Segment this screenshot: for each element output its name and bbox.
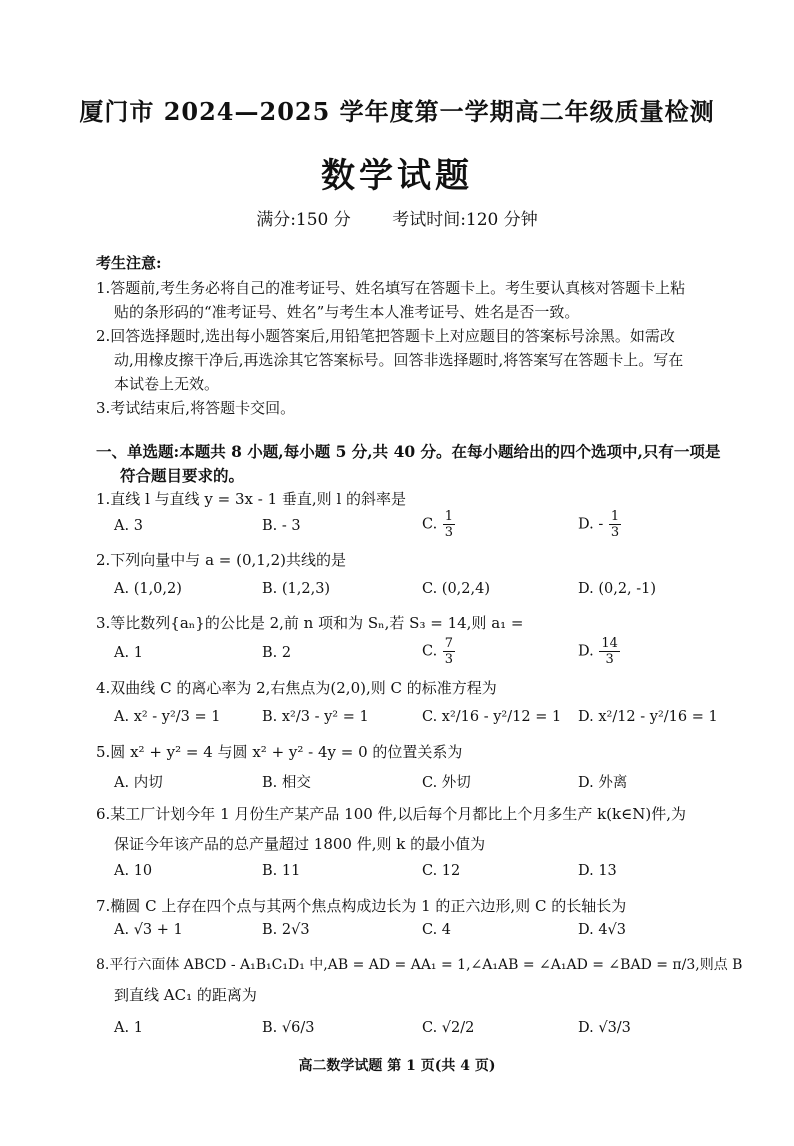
fraction <box>443 637 455 666</box>
denominator: 3 <box>605 652 614 667</box>
q2-option-d: D. (0,2, -1) <box>578 581 657 597</box>
question-5-stem: 5.圆 x² + y² = 4 与圆 x² + y² - 4y = 0 的位置关系为 <box>96 743 463 761</box>
question-8-stem: 8.平行六面体 ABCD - A₁B₁C₁D₁ 中,AB = AD = AA₁ = 1,∠A₁AB = ∠A₁AD = ∠BAD = π/3,则点 B <box>96 957 743 973</box>
q6-option-a: A. 10 <box>114 863 153 879</box>
numerator: 1 <box>610 509 620 524</box>
q4-option-b: B. x²/3 - y² = 1 <box>262 709 369 725</box>
question-4-stem: 4.双曲线 C 的离心率为 2,右焦点为(2,0),则 C 的标准方程为 <box>96 679 497 697</box>
q1-option-d <box>578 510 622 539</box>
numerator: 14 <box>601 636 618 651</box>
q1-option-c-label: C. <box>422 516 438 533</box>
question-3-stem: 3.等比数列{aₙ}的公比是 2,前 n 项和为 Sₙ,若 S₃ = 14,则 a₁ = <box>96 614 524 632</box>
q3-option-b: B. 2 <box>262 645 292 661</box>
q1-option-c <box>422 510 456 539</box>
fraction <box>599 637 620 666</box>
q7-option-d: D. 4√3 <box>578 922 627 938</box>
q3-option-d <box>578 637 621 666</box>
denominator: 3 <box>444 652 454 667</box>
question-6-stem-cont: 保证今年该产品的总产量超过 1800 件,则 k 的最小值为 <box>114 835 486 853</box>
question-6-stem: 6.某工厂计划今年 1 月份生产某产品 100 件,以后每个月都比上个月多生产 k(k∈N)件,为 <box>96 805 686 823</box>
fraction <box>609 510 621 539</box>
q3-option-c <box>422 637 456 666</box>
q1-option-d-label: D. - <box>578 516 604 533</box>
q8-option-c: C. √2/2 <box>422 1020 475 1036</box>
q3-option-a: A. 1 <box>114 645 143 661</box>
q6-option-c: C. 12 <box>422 863 461 879</box>
notice-line: 2.回答选择题时,选出每小题答案后,用铅笔把答题卡上对应题目的答案标号涂黑。如需改 <box>96 327 675 345</box>
notice-line: 贴的条形码的“准考证号、姓名”与考生本人准考证号、姓名是否一致。 <box>114 303 580 321</box>
q7-option-b: B. 2√3 <box>262 922 310 938</box>
q4-option-a: A. x² - y²/3 = 1 <box>114 709 221 725</box>
q3-option-d-label: D. <box>578 643 594 660</box>
question-8-stem-cont: 到直线 AC₁ 的距离为 <box>114 986 257 1004</box>
q2-option-c: C. (0,2,4) <box>422 581 491 597</box>
section-heading: 一、单选题:本题共 8 小题,每小题 5 分,共 40 分。在每小题给出的四个选项中,只有一项是 <box>96 442 721 461</box>
q5-option-a: A. 内切 <box>114 775 163 791</box>
section-heading-cont: 符合题目要求的。 <box>120 466 245 485</box>
fraction <box>443 510 455 539</box>
q5-option-d: D. 外离 <box>578 775 628 791</box>
notice-line: 1.答题前,考生务必将自己的准考证号、姓名填写在答题卡上。考生要认真核对答题卡上粘 <box>96 279 686 297</box>
question-2-stem: 2.下列向量中与 a = (0,1,2)共线的是 <box>96 551 346 569</box>
denominator: 3 <box>610 525 620 540</box>
notice-line: 本试卷上无效。 <box>114 375 220 393</box>
q4-option-d: D. x²/12 - y²/16 = 1 <box>578 709 718 725</box>
numerator: 7 <box>444 636 454 651</box>
question-7-stem: 7.椭圆 C 上存在四个点与其两个焦点构成边长为 1 的正六边形,则 C 的长轴长为 <box>96 897 627 915</box>
full-score: 满分:150 分 <box>256 210 351 230</box>
q5-option-b: B. 相交 <box>262 775 311 791</box>
exam-meta <box>0 205 794 230</box>
page-footer: 高二数学试题 第 1 页(共 4 页) <box>298 1058 496 1074</box>
question-1-stem: 1.直线 l 与直线 y = 3x - 1 垂直,则 l 的斜率是 <box>96 490 407 508</box>
q8-option-a: A. 1 <box>114 1020 143 1036</box>
subject-title: 数学试题 <box>321 156 473 196</box>
exam-time: 考试时间:120 分钟 <box>392 210 538 230</box>
q6-option-d: D. 13 <box>578 863 617 879</box>
q4-option-c: C. x²/16 - y²/12 = 1 <box>422 709 562 725</box>
q1-option-a: A. 3 <box>114 518 143 534</box>
q8-option-b: B. √6/3 <box>262 1020 315 1036</box>
denominator: 3 <box>444 525 454 540</box>
q1-option-b: B. - 3 <box>262 518 301 534</box>
exam-title: 厦门市 2024—2025 学年度第一学期高二年级质量检测 <box>79 97 715 126</box>
numerator: 1 <box>444 509 454 524</box>
notice-line: 3.考试结束后,将答题卡交回。 <box>96 399 296 417</box>
q3-option-c-label: C. <box>422 643 438 660</box>
q8-option-d: D. √3/3 <box>578 1020 631 1036</box>
q7-option-c: C. 4 <box>422 922 452 938</box>
q2-option-b: B. (1,2,3) <box>262 581 331 597</box>
q7-option-a: A. √3 + 1 <box>114 922 183 938</box>
q2-option-a: A. (1,0,2) <box>114 581 182 597</box>
notice-heading: 考生注意: <box>96 254 162 272</box>
q5-option-c: C. 外切 <box>422 775 471 791</box>
notice-line: 动,用橡皮擦干净后,再选涂其它答案标号。回答非选择题时,将答案写在答题卡上。写在 <box>114 351 684 369</box>
q6-option-b: B. 11 <box>262 863 301 879</box>
